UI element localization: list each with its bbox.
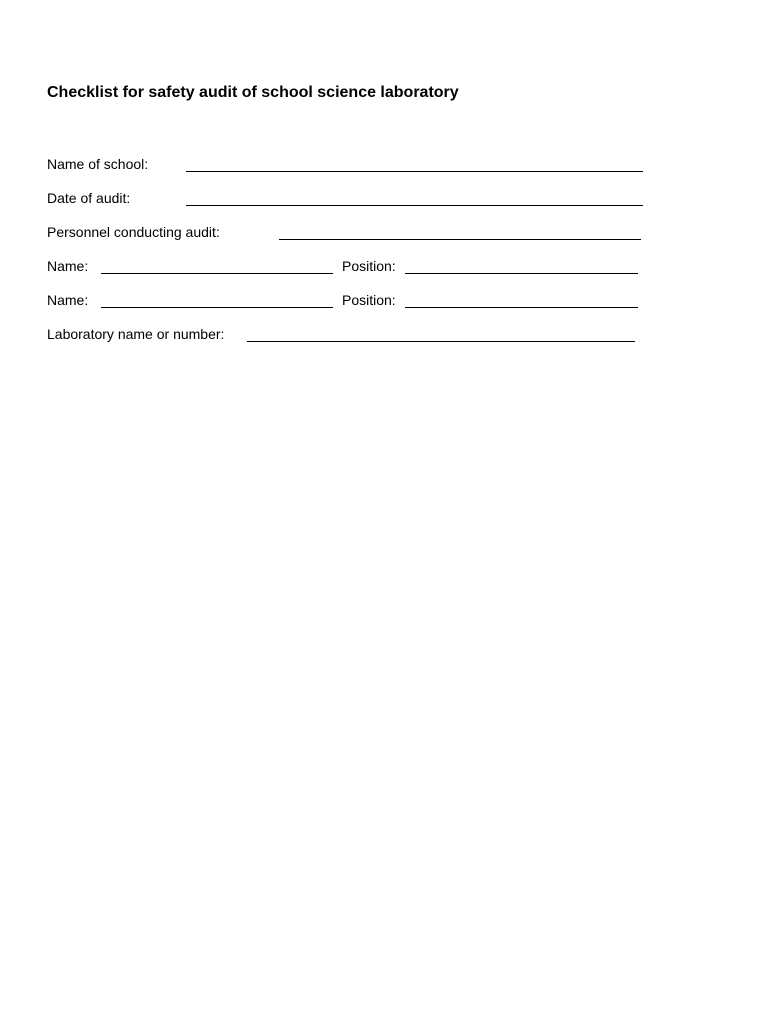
audit-date-field[interactable] (186, 205, 643, 206)
auditor-2-position-field[interactable] (405, 307, 638, 308)
auditor-2-position-label: Position: (342, 292, 396, 308)
auditor-1-position-label: Position: (342, 258, 396, 274)
laboratory-label: Laboratory name or number: (47, 326, 225, 342)
school-name-field[interactable] (186, 171, 643, 172)
personnel-label: Personnel conducting audit: (47, 224, 220, 240)
audit-date-label: Date of audit: (47, 190, 131, 206)
auditor-1-name-field[interactable] (101, 273, 333, 274)
auditor-2-name-label: Name: (47, 292, 89, 308)
laboratory-field[interactable] (247, 341, 635, 342)
auditor-1-name-label: Name: (47, 258, 89, 274)
personnel-field[interactable] (279, 239, 641, 240)
auditor-1-position-field[interactable] (405, 273, 638, 274)
document-title: Checklist for safety audit of school science laboratory (47, 84, 459, 101)
school-name-label: Name of school: (47, 156, 149, 172)
auditor-2-name-field[interactable] (101, 307, 333, 308)
